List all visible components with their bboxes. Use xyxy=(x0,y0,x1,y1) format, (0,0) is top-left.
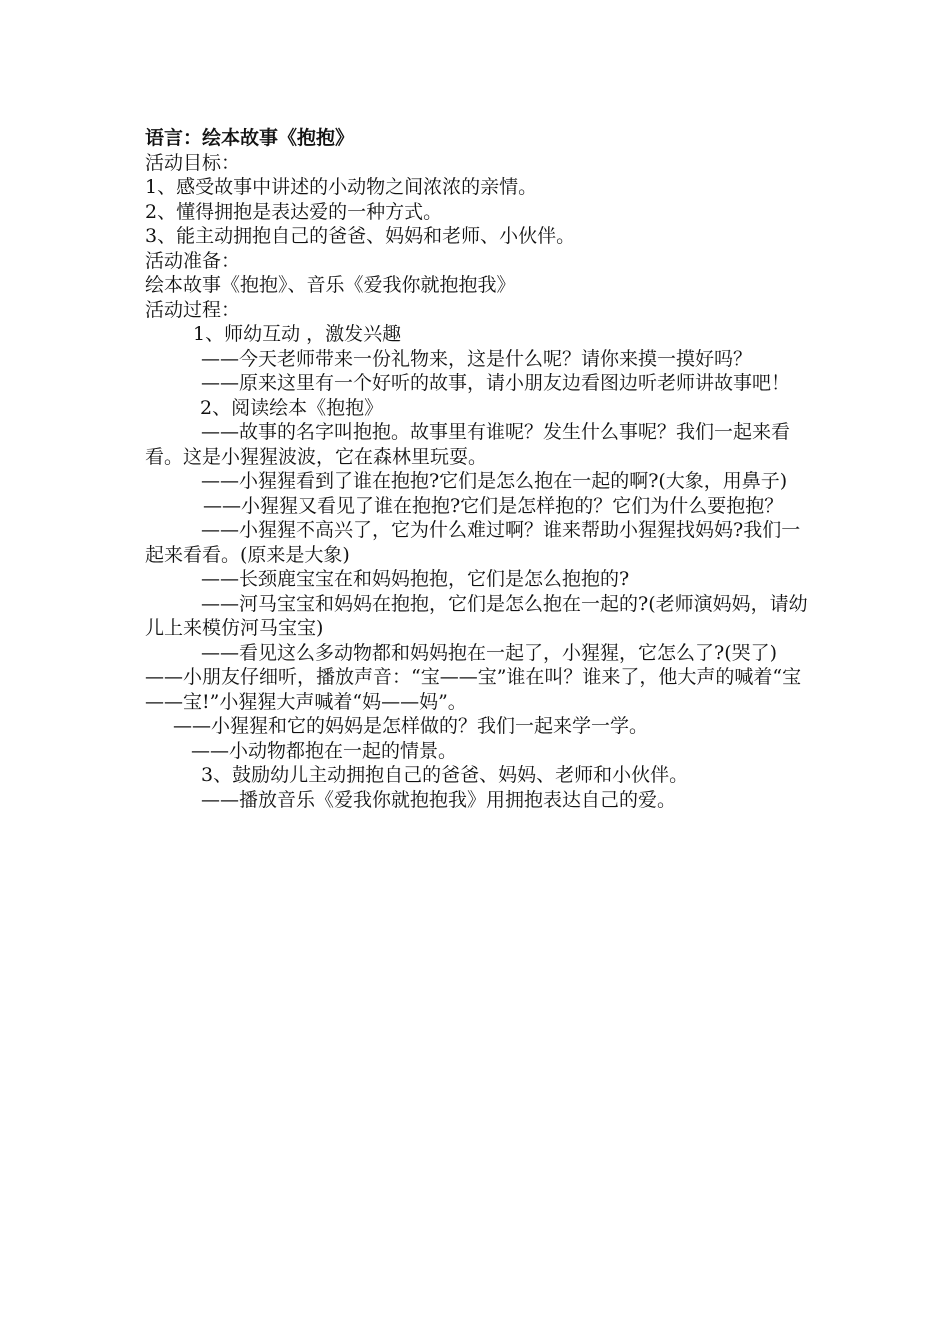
process-heading: 活动过程： xyxy=(145,298,241,321)
process-item: ——小猩猩看到了谁在抱抱?它们是怎么抱在一起的啊?(大象，用鼻子) xyxy=(201,470,788,492)
process-item: ——小朋友仔细听，播放声音：“宝——宝”谁在叫？谁来了，他大声的喊着“宝——宝!”小猩猩大声喊着“妈——妈”。 xyxy=(145,666,802,713)
process-item: ——小猩猩和它的妈妈是怎样做的？我们一起来学一学。 xyxy=(173,715,649,737)
process-item: ——今天老师带来一份礼物来，这是什么呢？请你来摸一摸好吗？ xyxy=(201,347,753,370)
process-item: ——原来这里有一个好听的故事，请小朋友边看图边听老师讲故事吧！ xyxy=(201,372,791,394)
prep-heading: 活动准备： xyxy=(145,249,241,272)
process-item: ——长颈鹿宝宝在和妈妈抱抱，它们是怎么抱抱的? xyxy=(201,568,630,590)
process-item: ——故事的名字叫抱抱。故事里有谁呢？发生什么事呢？我们一起来看看。这是小猩猩波波，它在森林里玩耍。 xyxy=(145,421,791,468)
document-title: 语言：绘本故事《抱抱》 xyxy=(145,127,355,149)
process-item: ——看见这么多动物都和妈妈抱在一起了，小猩猩，它怎么了?(哭了) xyxy=(201,641,778,664)
process-item: ——播放音乐《爱我你就抱抱我》用拥抱表达自己的爱。 xyxy=(201,788,677,811)
process-item: ——小猩猩又看见了谁在抱抱?它们是怎样抱的？它们为什么要抱抱？ xyxy=(203,494,784,517)
goal-item: 3、能主动拥抱自己的爸爸、妈妈和老师、小伙伴。 xyxy=(145,225,576,247)
section-heading: 2、阅读绘本《抱抱》 xyxy=(200,396,384,419)
goal-item: 2、懂得拥抱是表达爱的一种方式。 xyxy=(145,200,443,223)
goal-item: 1、感受故事中讲述的小动物之间浓浓的亲情。 xyxy=(145,176,538,198)
prep-text: 绘本故事《抱抱》、音乐《爱我你就抱抱我》 xyxy=(145,274,516,296)
process-item: ——小猩猩不高兴了，它为什么难过啊？谁来帮助小猩猩找妈妈?我们一起来看看。(原来是大象) xyxy=(145,519,801,566)
process-item: ——小动物都抱在一起的情景。 xyxy=(191,739,458,762)
process-item: ——河马宝宝和妈妈在抱抱，它们是怎么抱在一起的?(老师演妈妈，请幼儿上来模仿河马宝宝) xyxy=(145,592,808,639)
document-body xyxy=(145,126,813,812)
section-heading: 1、师幼互动 ，激发兴趣 xyxy=(193,323,402,345)
section-heading: 3、鼓励幼儿主动拥抱自己的爸爸、妈妈、老师和小伙伴。 xyxy=(201,764,689,786)
goals-heading: 活动目标： xyxy=(145,151,241,174)
